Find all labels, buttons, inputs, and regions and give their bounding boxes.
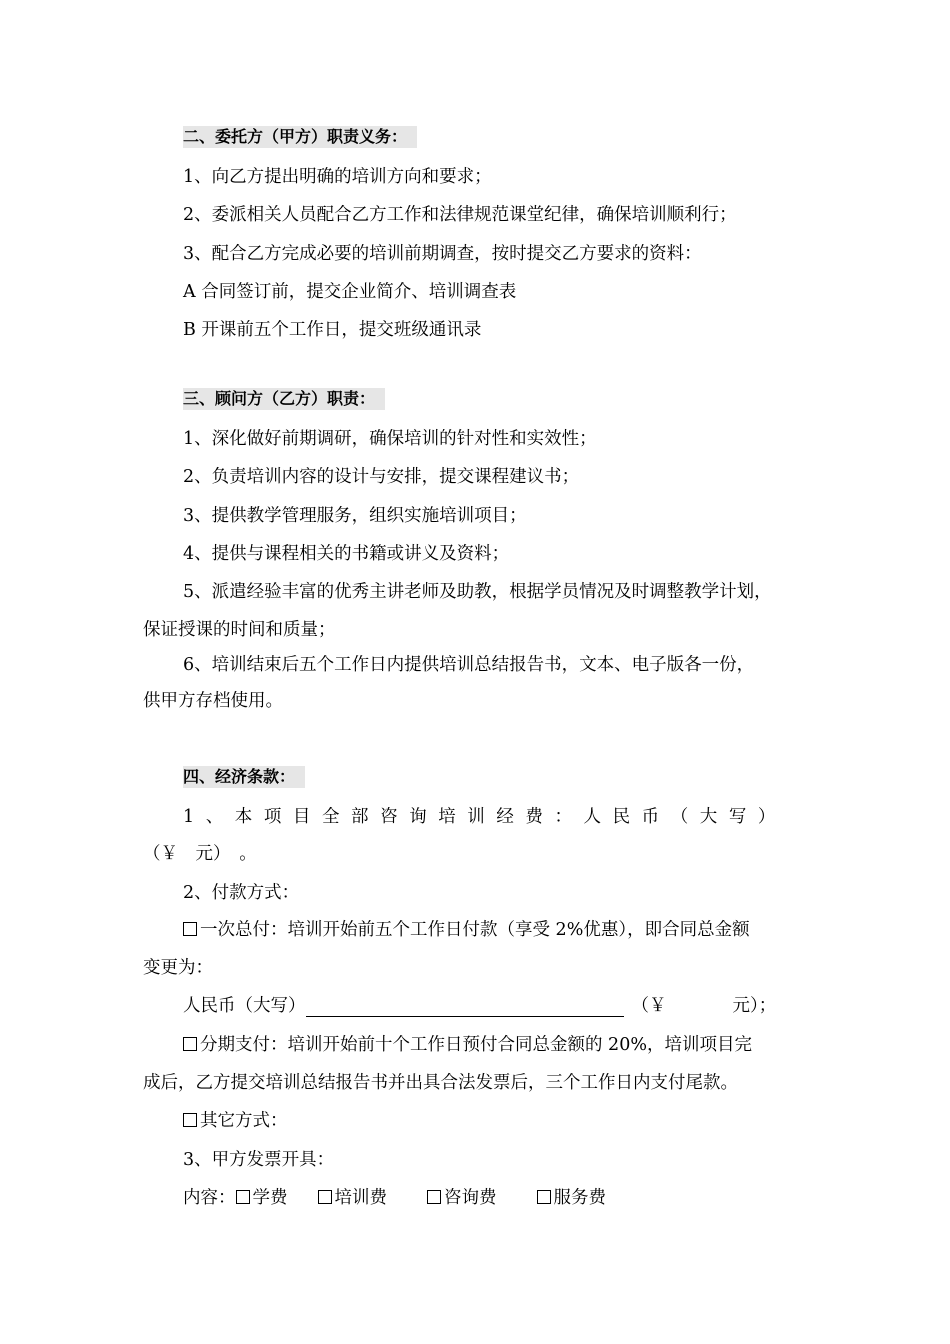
rmb-amount-blank[interactable]	[306, 998, 624, 1017]
invoice-service-checkbox[interactable]	[537, 1190, 551, 1204]
section2-item-3: 3、配合乙方完成必要的培训前期调查，按时提交乙方要求的资料：	[183, 244, 702, 264]
rmb-label: 人民币（大写）	[183, 996, 306, 1016]
lump-sum-text: 一次总付：培训开始前五个工作日付款（享受 2%优惠），即合同总金额	[200, 920, 750, 940]
section2-item-a: A 合同签订前，提交企业简介、培训调查表	[183, 282, 517, 302]
installment-text: 分期支付：培训开始前十个工作日预付合同总金额的 20%，培训项目完	[200, 1035, 752, 1055]
section3-item-4: 4、提供与课程相关的书籍或讲义及资料；	[183, 544, 510, 564]
rmb-yen-open: （￥	[631, 996, 667, 1016]
invoice-tuition-checkbox[interactable]	[236, 1190, 250, 1204]
lump-sum-line-2: 变更为：	[143, 958, 213, 978]
rmb-yen-close: 元）；	[732, 996, 777, 1016]
other-method-option[interactable]	[183, 1110, 288, 1132]
section3-item-5: 5、派遣经验丰富的优秀主讲老师及助教，根据学员情况及时调整教学计划，	[183, 582, 772, 602]
fee-line-2: （￥ 元） 。	[143, 844, 257, 864]
rmb-amount-row	[183, 995, 776, 1017]
lump-sum-checkbox[interactable]	[183, 922, 197, 936]
section3-item-5-cont: 保证授课的时间和质量；	[143, 620, 336, 640]
installment-checkbox[interactable]	[183, 1037, 197, 1051]
invoice-tuition-label: 学费	[252, 1188, 288, 1208]
installment-option[interactable]	[183, 1034, 752, 1056]
installment-line-2: 成后，乙方提交培训总结报告书并出具合法发票后，三个工作日内支付尾款。	[143, 1073, 738, 1093]
section3-item-6-cont: 供甲方存档使用。	[143, 691, 283, 711]
invoice-title: 3、甲方发票开具：	[183, 1150, 335, 1170]
invoice-training-label: 培训费	[334, 1188, 387, 1208]
section3-heading: 三、顾问方（乙方）职责：	[183, 388, 385, 410]
section2-heading: 二、委托方（甲方）职责义务：	[183, 126, 417, 148]
section3-item-2: 2、负责培训内容的设计与安排，提交课程建议书；	[183, 467, 580, 487]
other-method-text: 其它方式：	[200, 1111, 288, 1131]
invoice-consulting-checkbox[interactable]	[427, 1190, 441, 1204]
section2-item-1: 1、向乙方提出明确的培训方向和要求；	[183, 167, 492, 187]
section2-item-2: 2、委派相关人员配合乙方工作和法律规范课堂纪律，确保培训顺利行；	[183, 205, 737, 225]
section3-item-6: 6、培训结束后五个工作日内提供培训总结报告书，文本、电子版各一份，	[183, 655, 755, 675]
lump-sum-option[interactable]	[183, 919, 750, 941]
invoice-service-label: 服务费	[553, 1188, 606, 1208]
section4-heading: 四、经济条款：	[183, 766, 305, 788]
section3-item-3: 3、提供教学管理服务，组织实施培训项目；	[183, 506, 527, 526]
invoice-content-row	[183, 1187, 606, 1209]
invoice-training-checkbox[interactable]	[318, 1190, 332, 1204]
section3-item-1: 1、深化做好前期调研，确保培训的针对性和实效性；	[183, 429, 597, 449]
payment-title: 2、付款方式：	[183, 883, 300, 903]
invoice-consulting-label: 咨询费	[444, 1188, 497, 1208]
other-method-checkbox[interactable]	[183, 1113, 197, 1127]
section2-item-b: B 开课前五个工作日，提交班级通讯录	[183, 320, 482, 340]
invoice-content-label: 内容：	[183, 1188, 236, 1208]
fee-line-1: 1 、 本 项 目 全 部 咨 询 培 训 经 费 ： 人 民 币 （ 大 写 ）	[183, 807, 779, 827]
